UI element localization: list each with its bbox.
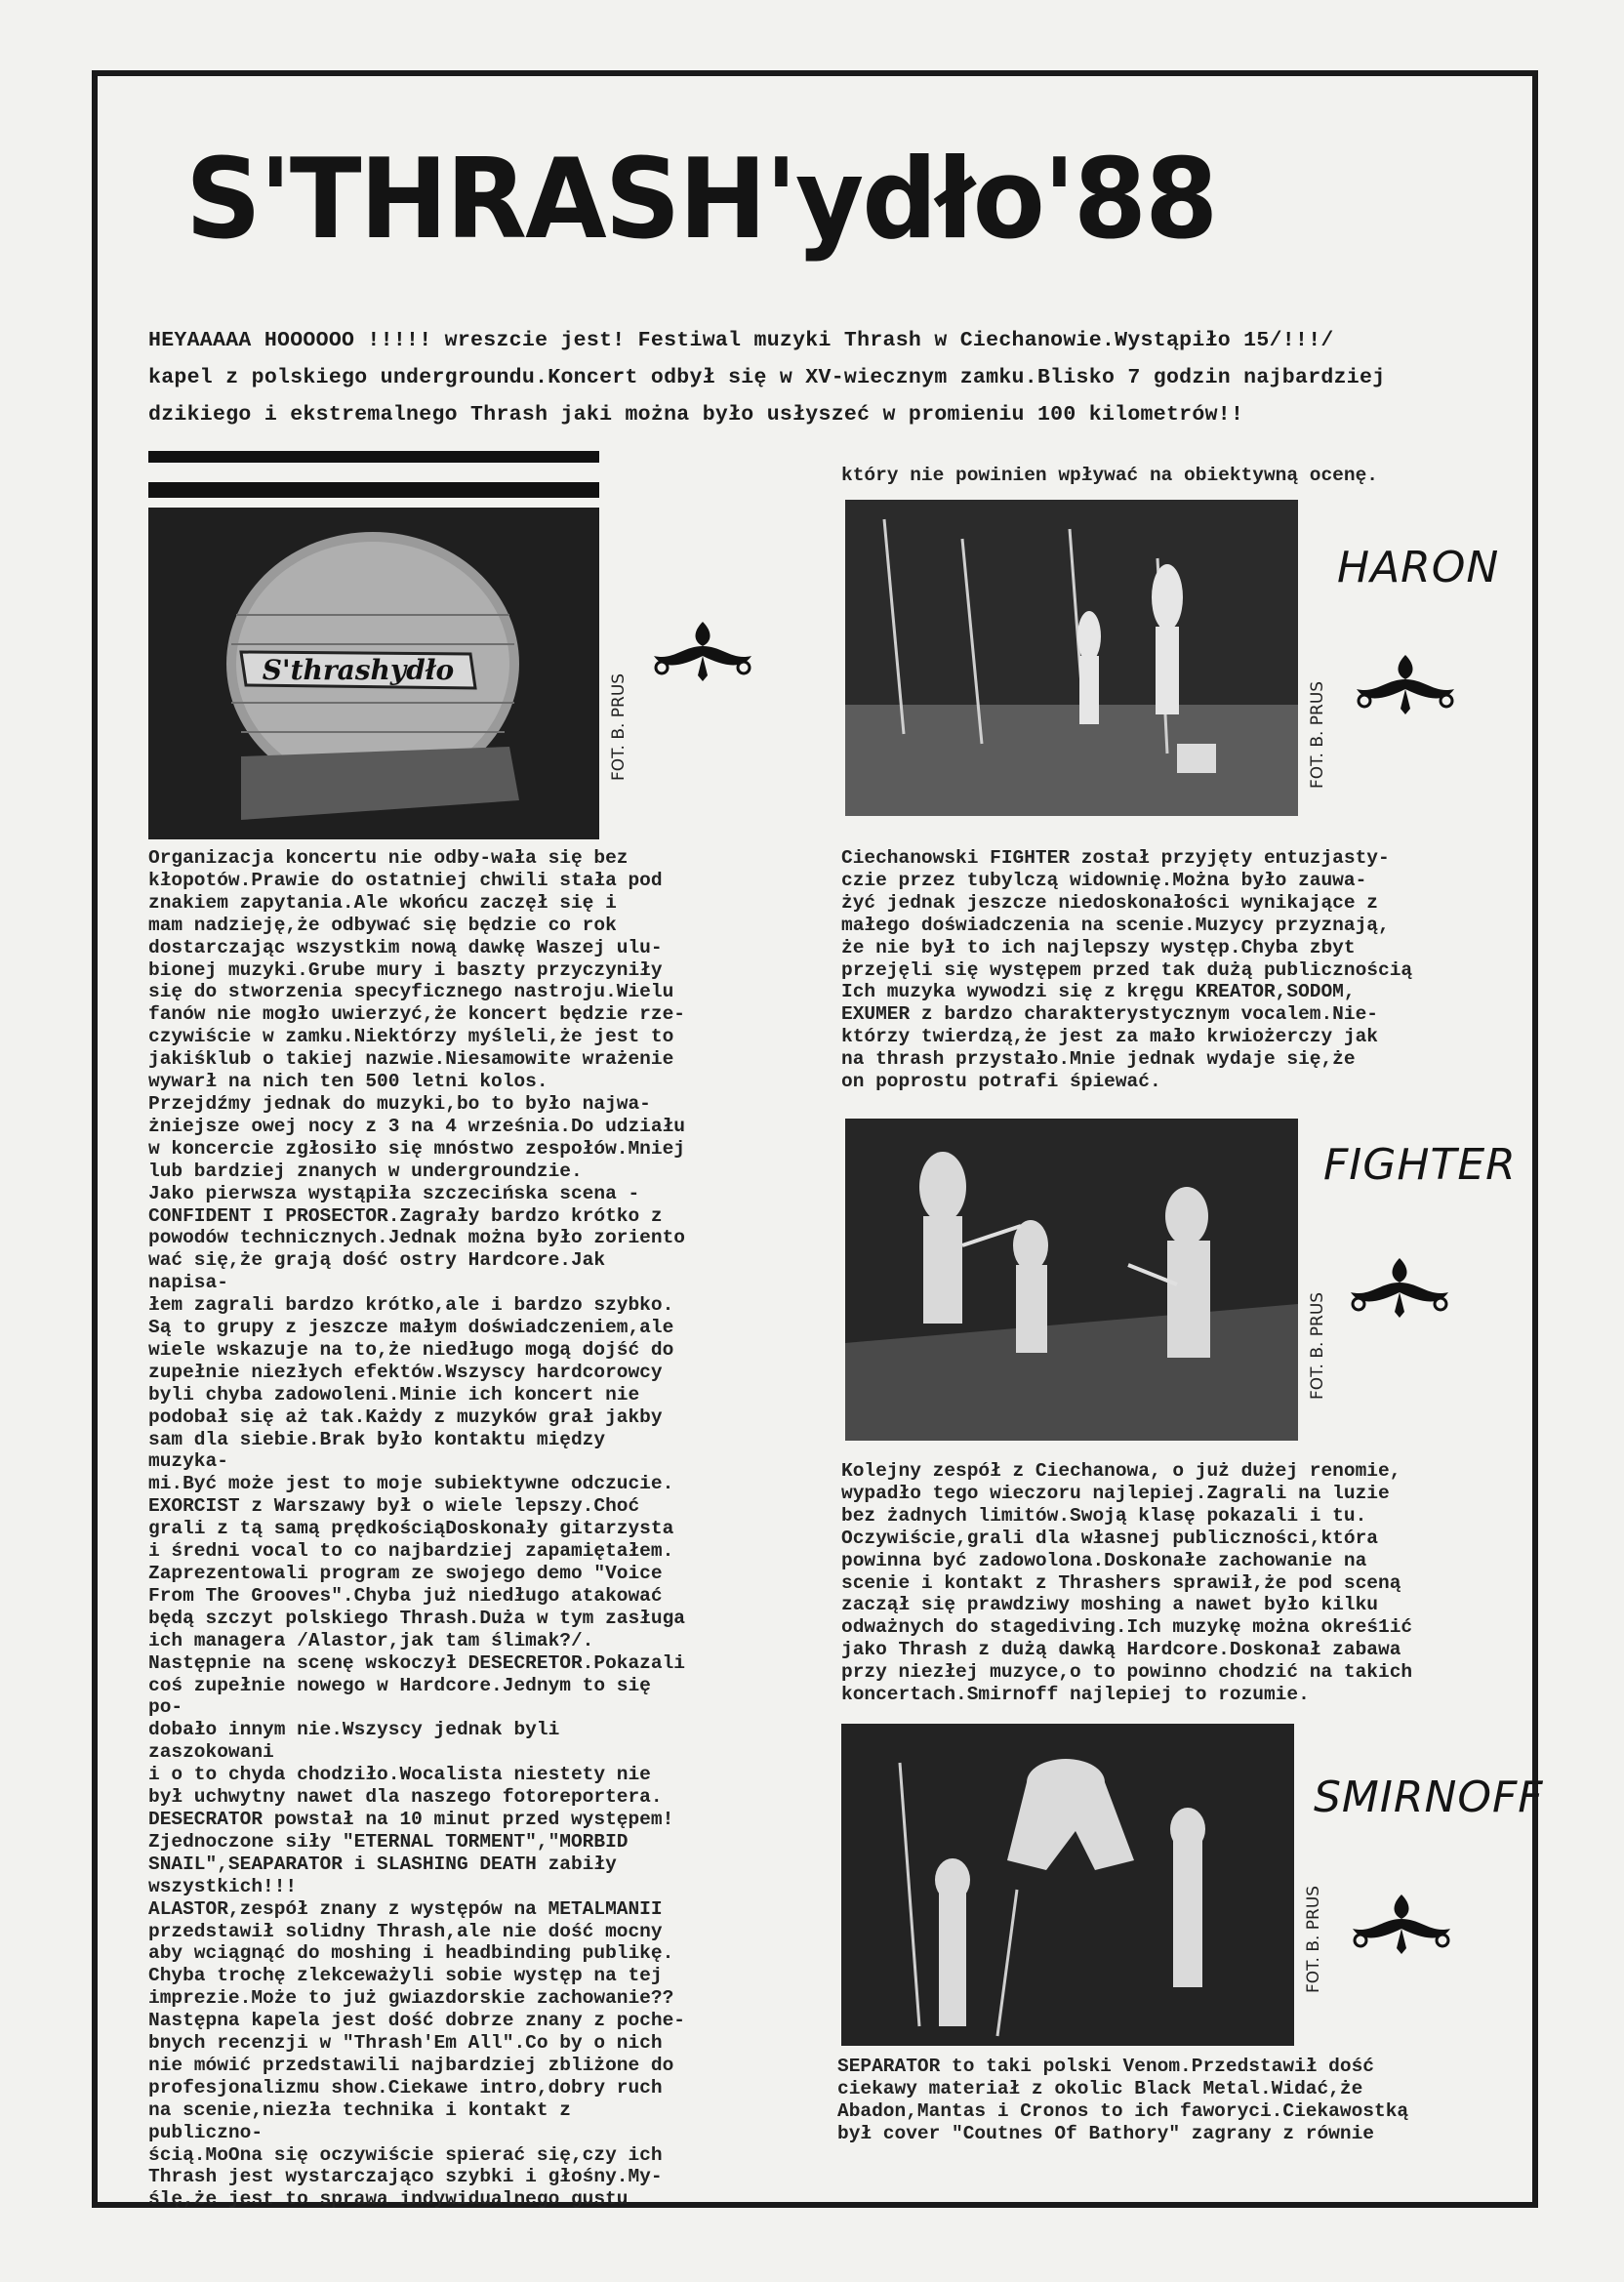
photo-credit-castle: FOT. B. PRUS bbox=[609, 672, 629, 781]
article-smirnoff-paragraph: Kolejny zespół z Ciechanowa, o już dużej renomie, wypadło tego wieczoru najlepiej.Zagrali na luzie bez żadnych limitów.Swoją klasę pokazali i tu. Oczywiście,grali dla własnej publiczności,która powinna być zadowolona.Doskonałe zachowanie na scenie i kontakt z Thrashers sprawił,że pod sceną zaczął się prawdziwy moshing a nawet było kilku odważnych do stagediving.Ich muzykę można okreś1ić jako Thrash z dużą dawką Hardcore.Doskonał zabawa przy niezłej muzyce,o to powinno chodzić na takich koncertach.Smirnoff najlepiej to rozumie. bbox=[841, 1460, 1413, 1706]
article-right-intro: który nie powinien wpływać na obiektywną ocenę. bbox=[841, 465, 1378, 486]
article-fighter-paragraph: Ciechanowski FIGHTER został przyjęty entuzjasty- czie przez tubylczą widownię.Można było zauwa- żyć jednak jeszcze niedoskonałości wynikające z małego doświadczenia na scenie.Muzycy przyznają, że nie był to ich najlepszy występ.Chyba zbyt przejęli się występem przed tak dużą publicznością Ich muzyka wywodzi się z kręgu KREATOR,SODOM, EXUMER z bardzo charakterystycznym vocalem.Nie- którzy twierdzą,że jest za mało krwiożerczy jak na thrash przystało.Mnie jednak wydaje się,że on poprostu potrafi śpiewać. bbox=[841, 847, 1413, 1093]
divider-bar-top bbox=[148, 451, 599, 463]
ornament-icon bbox=[1341, 1253, 1458, 1322]
ornament-icon bbox=[1347, 650, 1464, 718]
castle-photo-art bbox=[148, 508, 599, 839]
photo-credit-smirnoff: FOT. B. PRUS bbox=[1304, 1885, 1323, 1993]
divider-bar-bottom bbox=[148, 482, 599, 498]
intro-paragraph: HEYAAAAA HOOOOOO !!!!! wreszcie jest! Festiwal muzyki Thrash w Ciechanowie.Wystąpiło 15/!!!/ kapel z polskiego undergroundu.Koncert odbył się w XV-wiecznym zamku.Blisko 7 godzin najbardziej dzikiego i ekstremalnego Thrash jaki można było usłyszeć w promieniu 100 kilometrów!! bbox=[148, 329, 1386, 427]
page-title: S'THRASH'ydło'88 bbox=[185, 135, 1217, 265]
fighter-photo bbox=[845, 1119, 1298, 1441]
haron-photo-art bbox=[845, 500, 1298, 816]
band-name-smirnoff: SMIRNOFF bbox=[1314, 1773, 1544, 1822]
photo-credit-haron: FOT. B. PRUS bbox=[1308, 680, 1327, 789]
ornament-icon bbox=[644, 617, 761, 685]
band-name-haron: HARON bbox=[1337, 543, 1500, 592]
fighter-photo-art bbox=[845, 1119, 1298, 1441]
article-separator-paragraph: SEPARATOR to taki polski Venom.Przedstawił dość ciekawy materiał z okolic Black Metal.Widać,że Abadon,Mantas i Cronos to ich faworyci.Ciekawostką był cover "Coutnes Of Bathory" zagrany z równie bbox=[837, 2056, 1409, 2144]
ornament-icon bbox=[1343, 1890, 1460, 1958]
castle-photo bbox=[148, 508, 599, 839]
photo-credit-fighter: FOT. B. PRUS bbox=[1308, 1291, 1327, 1400]
article-left-column: Organizacja koncertu nie odby-wała się bez kłopotów.Prawie do ostatniej chwili stała pod znakiem zapytania.Ale wkońcu zaczęł się i mam nadzieję,że odbywać się będzie co rok dostarczając wszystkim nową dawkę Waszej ulu- bionej muzyki.Grube mury i baszty przyczyniły się do stworzenia specyficznego nastroju.Wielu fanów nie mogło uwierzyć,że koncert będzie rze- czywiście w zamku.Niektórzy myśleli,że jest to jakiśklub o takiej nazwie.Niesamowite wrażenie wywarł na nich ten 500 letni kolos. Przejdźmy jednak do muzyki,bo to było najwa- żniejsze owej nocy z 3 na 4 września.Do udziału w koncercie zgłosiło się mnóstwo zespołów.Mniej lub bardziej znanych w undergroundzie. Jako pierwsza wystąpiła szczecińska scena - CONFIDENT I PROSECTOR.Zagrały bardzo krótko z powodów technicznych.Jednak można było zoriento wać się,że grają dość ostry Hardcore.Jak napisa- łem zagrali bardzo krótko,ale i bardzo szybko. Są to grupy z jeszcze małym doświadczeniem,ale wiele wskazuje na to,że niedługo mogą dojść do zupełnie niezłych efektów.Wszyscy hardcorowcy byli chyba zadowoleni.Minie ich koncert nie podobał się aż tak.Każdy z muzyków grał jakby sam dla siebie.Brak było kontaktu między muzyka- mi.Być może jest to moje subiektywne odczucie. EXORCIST z Warszawy był o wiele lepszy.Choć grali z tą samą prędkościąDoskonały gitarzysta i średni vocal to co najbardziej zapamiętałem. Zaprezentowali program ze swojego demo "Voice From The Grooves".Chyba już niedługo atakować będą szczyt polskiego Thrash.Duża w tym zasługa ich managera /Alastor,jak tam ślimak?/. Następnie na scenę wskoczył DESECRETOR.Pokazali coś zupełnie nowego w Hardcore.Jednym to się po- dobało innym nie.Wszyscy jednak byli zaszokowani i o to chyda chodziło.Wocalista niestety nie był uchwytny nawet dla naszego fotoreportera. DESECRATOR powstał na 10 minut przed występem! Zjednoczone siły "ETERNAL TORMENT","MORBID SNAIL",SEAPARATOR i SLASHING DEATH zabiły wszystkich!!! ALASTOR,zespół znany z występów na METALMANII przedstawił solidny Thrash,ale nie dość mocny aby wciągnąć do moshing i headbinding publikę. Chyba trochę zlekceważyli sobie występ na tej imprezie.Może to już gwiazdorskie zachowanie?? Następna kapela jest dość dobrze znany z poche- bnych recenzji w "Thrash'Em All".Co by o nich nie mówić przedstawili najbardziej zbliżone do profesjonalizmu show.Ciekawe intro,dobry ruch na scenie,niezła technika i kontakt z publiczno- ścią.MoOna się oczywiście spierać się,czy ich Thrash jest wystarczająco szybki i głośny.My- ślę,że jest to sprawa indywidualnego gustu bbox=[148, 847, 685, 2211]
castle-sign-text: S'thrashydło bbox=[262, 654, 455, 686]
band-name-fighter: FIGHTER bbox=[1323, 1140, 1517, 1190]
smirnoff-photo bbox=[841, 1724, 1294, 2046]
smirnoff-photo-art bbox=[841, 1724, 1294, 2046]
haron-photo bbox=[845, 500, 1298, 816]
